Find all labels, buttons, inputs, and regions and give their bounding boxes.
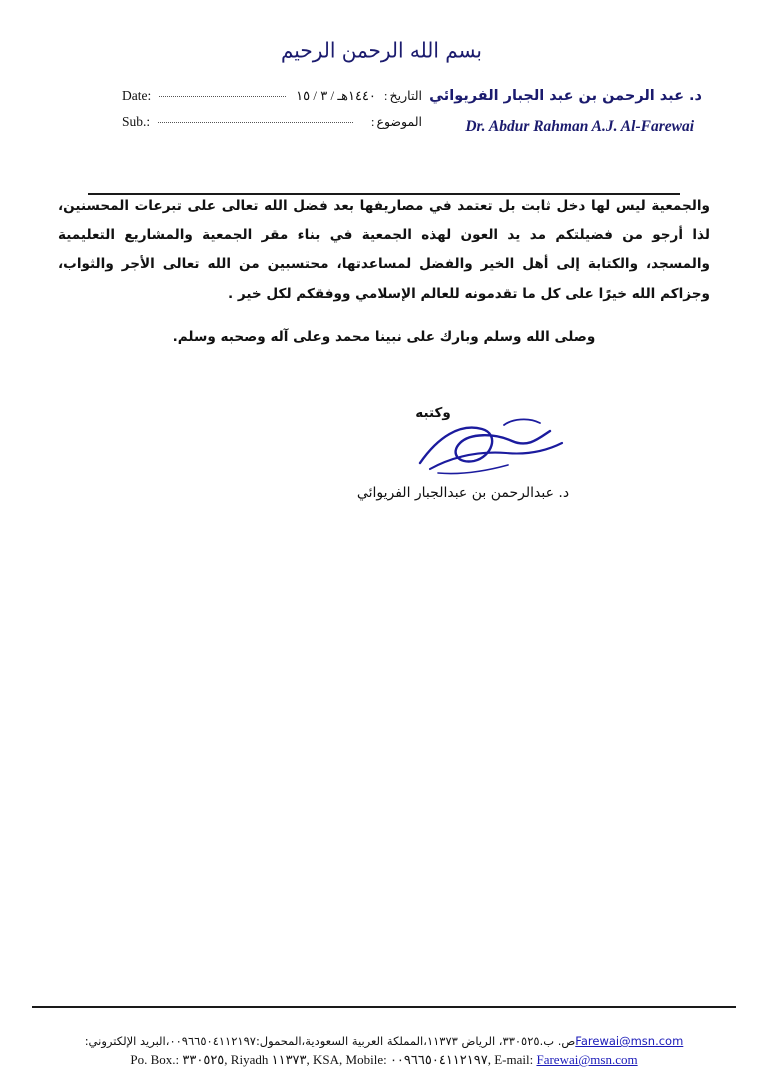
footer-english-line	[32, 1052, 736, 1068]
date-row	[122, 88, 422, 114]
letter-meta	[122, 88, 422, 140]
signature-icon	[408, 417, 588, 483]
body-paragraph-1: والجمعية ليس لها دخل ثابت بل تعتمد في مصاريفها بعد فضل الله تعالى على تبرعات المحسنين، لذا أرجو من فضيلتكم مد يد العون لهذه الجمعية في بناء مقر الجمعية والمشاريع التعليمية والمسجد، والكتابة إلى أهل الخير والفضل لمساعدتها، محتسبين من الله تعالى الأجر والثواب، وجزاكم الله خيرًا على كل ما تقدمونه للعالم الإسلامي ووفقكم لكل خير .	[58, 198, 710, 302]
handwritten-signature	[298, 421, 628, 481]
date-label-arabic: التاريخ	[389, 88, 422, 103]
letter-body	[58, 192, 710, 352]
date-value: ١٤٤٠هـ / ٣ / ١٥	[296, 88, 376, 103]
date-label-english: Date:	[122, 88, 152, 103]
wakatabah-label: وكتبه	[415, 405, 451, 421]
footer-arabic-text: ص. ب.٣٣٠٥٢٥، الرياض ١١٣٧٣،المملكة العربية السعودية،المحمول:٠٠٩٦٦٥٠٤١١٢١٩٧،البريد الإلكتروني:	[84, 1034, 576, 1048]
sender-name-english: Dr. Abdur Rahman A.J. Al-Farewai	[465, 118, 694, 135]
letterhead	[56, 38, 712, 150]
subject-colon: :	[370, 114, 375, 129]
footer-email-link-english[interactable]: Farewai@msn.com	[536, 1052, 638, 1067]
date-dotted-line	[159, 96, 286, 97]
footer-arabic-line	[32, 1034, 736, 1048]
basmala-text: بسم الله الرحمن الرحيم	[280, 37, 482, 63]
subject-label-english: Sub.:	[122, 114, 151, 129]
salawat-line: وصلى الله وسلم وبارك على نبينا محمد وعلى آله وصحبه وسلم.	[172, 328, 596, 345]
footer-english-text: Po. Box.: ٣٣٠٥٢٥, Riyadh ١١٣٧٣, KSA, Mobile: ٠٠٩٦٦٥٠٤١١٢١٩٧, E-mail:	[130, 1052, 537, 1067]
subject-dotted-line	[158, 122, 353, 123]
subject-label-arabic: الموضوع	[376, 114, 422, 129]
footer	[32, 1034, 736, 1068]
footer-divider	[32, 1006, 736, 1008]
subject-row	[122, 114, 422, 140]
signature-name: د. عبدالرحمن بن عبدالجبار الفريوائي	[356, 485, 570, 501]
signature-block	[298, 405, 628, 501]
date-colon: :	[383, 88, 388, 103]
sender-name-arabic: د. عبد الرحمن بن عبد الجبار الفريوائي	[429, 88, 702, 104]
footer-email-link-arabic[interactable]: Farewai@msn.com	[575, 1034, 684, 1048]
